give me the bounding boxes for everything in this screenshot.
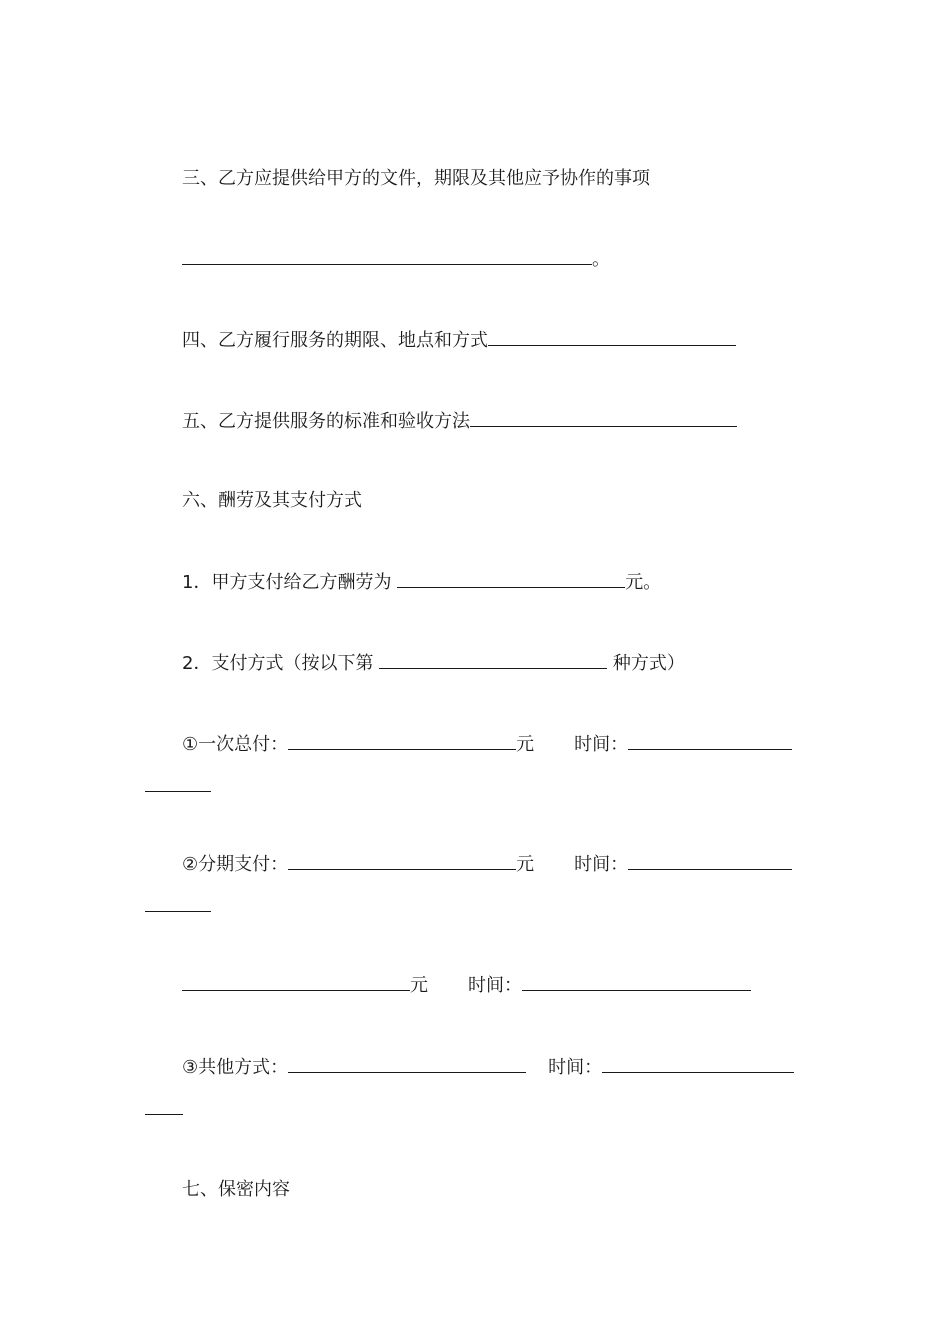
- section-3-heading: 三、乙方应提供给甲方的文件，期限及其他应予协作的事项: [182, 168, 650, 189]
- option-2-amount-blank[interactable]: [288, 851, 516, 870]
- option-2b-line: [182, 972, 751, 998]
- item-2-suffix: 种方式）: [612, 653, 685, 674]
- item-1-amount-blank[interactable]: [397, 569, 625, 588]
- option-2-label: ②分期支付：: [182, 854, 289, 875]
- option-3-label: ③共他方式：: [182, 1057, 289, 1078]
- section-5-heading: 五、乙方提供服务的标准和验收方法: [182, 411, 470, 432]
- option-3-time-label: 时间：: [548, 1057, 603, 1078]
- section-4-heading: 四、乙方履行服务的期限、地点和方式: [182, 330, 488, 351]
- option-1-unit: 元: [516, 734, 535, 755]
- item-2-line: [182, 650, 685, 676]
- option-1-label: ①一次总付：: [182, 734, 289, 755]
- option-2b-unit: 元: [410, 975, 428, 996]
- option-2-line: [182, 851, 792, 877]
- section-3-fill-line: [182, 246, 610, 272]
- option-3-time-blank-continued[interactable]: [145, 1114, 183, 1115]
- option-2b-time-label: 时间：: [468, 975, 522, 996]
- option-1-time-blank-continued[interactable]: [145, 791, 211, 792]
- item-1-line: [182, 569, 661, 595]
- option-1-amount-blank[interactable]: [288, 731, 516, 750]
- option-2b-time-blank[interactable]: [522, 972, 751, 991]
- option-1-time-label: 时间：: [574, 734, 629, 755]
- option-3-time-blank[interactable]: [602, 1054, 794, 1073]
- section-3-blank[interactable]: [182, 246, 592, 265]
- item-2-label: 2．支付方式（按以下第: [182, 653, 374, 674]
- item-1-label: 1．甲方支付给乙方酬劳为: [182, 572, 392, 593]
- section-5-line: [182, 408, 737, 434]
- option-2b-amount-blank[interactable]: [182, 972, 410, 991]
- option-2-unit: 元: [516, 854, 535, 875]
- section-4-line: [182, 327, 736, 353]
- option-2-time-blank-continued[interactable]: [145, 911, 211, 912]
- item-1-unit: 元。: [625, 572, 662, 593]
- option-1-line: [182, 731, 792, 757]
- option-3-line: [182, 1054, 794, 1080]
- section-7-heading: 七、保密内容: [182, 1179, 290, 1200]
- section-6-heading: 六、酬劳及其支付方式: [182, 490, 362, 511]
- section-4-blank[interactable]: [488, 327, 736, 346]
- section-5-blank[interactable]: [470, 408, 737, 427]
- option-2-time-label: 时间：: [574, 854, 629, 875]
- section-3-period: 。: [592, 249, 610, 270]
- item-2-option-blank[interactable]: [379, 650, 607, 669]
- option-2-time-blank[interactable]: [628, 851, 792, 870]
- option-1-time-blank[interactable]: [628, 731, 792, 750]
- option-3-method-blank[interactable]: [288, 1054, 526, 1073]
